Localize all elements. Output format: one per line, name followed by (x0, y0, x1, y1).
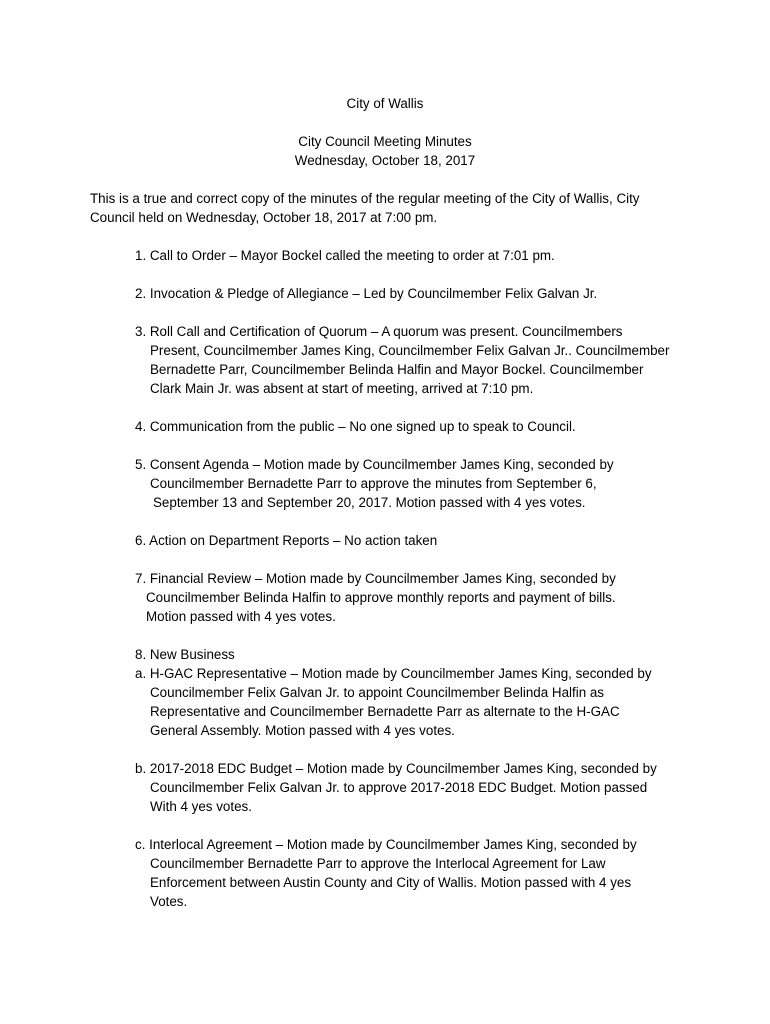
item-line: 4. Communication from the public – No one signed up to speak to Council. (135, 419, 576, 434)
item-line: 8. New Business (135, 647, 235, 662)
item-line: September 13 and September 20, 2017. Motion passed with 4 yes votes. (153, 495, 586, 510)
item-line: Councilmember Bernadette Parr to approve the minutes from September 6, (150, 476, 597, 491)
document-title: City Council Meeting Minutes (298, 134, 472, 149)
item-line: b. 2017-2018 EDC Budget – Motion made by Councilmember James King, seconded by (135, 761, 657, 776)
item-line: General Assembly. Motion passed with 4 yes votes. (150, 723, 455, 738)
item-line: Councilmember Felix Galvan Jr. to appoint Councilmember Belinda Halfin as (150, 685, 604, 700)
item-line: 5. Consent Agenda – Motion made by Councilmember James King, seconded by (135, 457, 614, 472)
item-line: 7. Financial Review – Motion made by Councilmember James King, seconded by (135, 571, 616, 586)
item-line: 3. Roll Call and Certification of Quorum – A quorum was present. Councilmembers (135, 324, 623, 339)
item-line: With 4 yes votes. (150, 799, 252, 814)
item-line: Councilmember Felix Galvan Jr. to approve 2017-2018 EDC Budget. Motion passed (150, 780, 648, 795)
item-line: Present, Councilmember James King, Councilmember Felix Galvan Jr.. Councilmember (150, 343, 670, 358)
item-line: 6. Action on Department Reports – No action taken (135, 533, 438, 548)
item-line: 2. Invocation & Pledge of Allegiance – Led by Councilmember Felix Galvan Jr. (135, 286, 598, 301)
intro-line: Council held on Wednesday, October 18, 2017 at 7:00 pm. (90, 210, 438, 225)
meeting-date: Wednesday, October 18, 2017 (294, 153, 476, 168)
item-line: Motion passed with 4 yes votes. (146, 609, 336, 624)
item-line: Councilmember Bernadette Parr to approve the Interlocal Agreement for Law (150, 856, 606, 871)
item-line: a. H-GAC Representative – Motion made by Councilmember James King, seconded by (135, 666, 652, 681)
city-heading: City of Wallis (346, 96, 424, 111)
item-line: Votes. (150, 894, 188, 909)
item-line: Representative and Councilmember Bernadette Parr as alternate to the H-GAC (150, 704, 620, 719)
intro-line: This is a true and correct copy of the minutes of the regular meeting of the City of Wallis, City (90, 191, 640, 206)
item-line: 1. Call to Order – Mayor Bockel called the meeting to order at 7:01 pm. (135, 248, 555, 263)
item-line: Clark Main Jr. was absent at start of meeting, arrived at 7:10 pm. (150, 381, 534, 396)
item-line: Councilmember Belinda Halfin to approve monthly reports and payment of bills. (146, 590, 616, 605)
item-line: c. Interlocal Agreement – Motion made by Councilmember James King, seconded by (135, 837, 637, 852)
item-line: Enforcement between Austin County and City of Wallis. Motion passed with 4 yes (150, 875, 632, 890)
item-line: Bernadette Parr, Councilmember Belinda Halfin and Mayor Bockel. Councilmember (150, 362, 644, 377)
